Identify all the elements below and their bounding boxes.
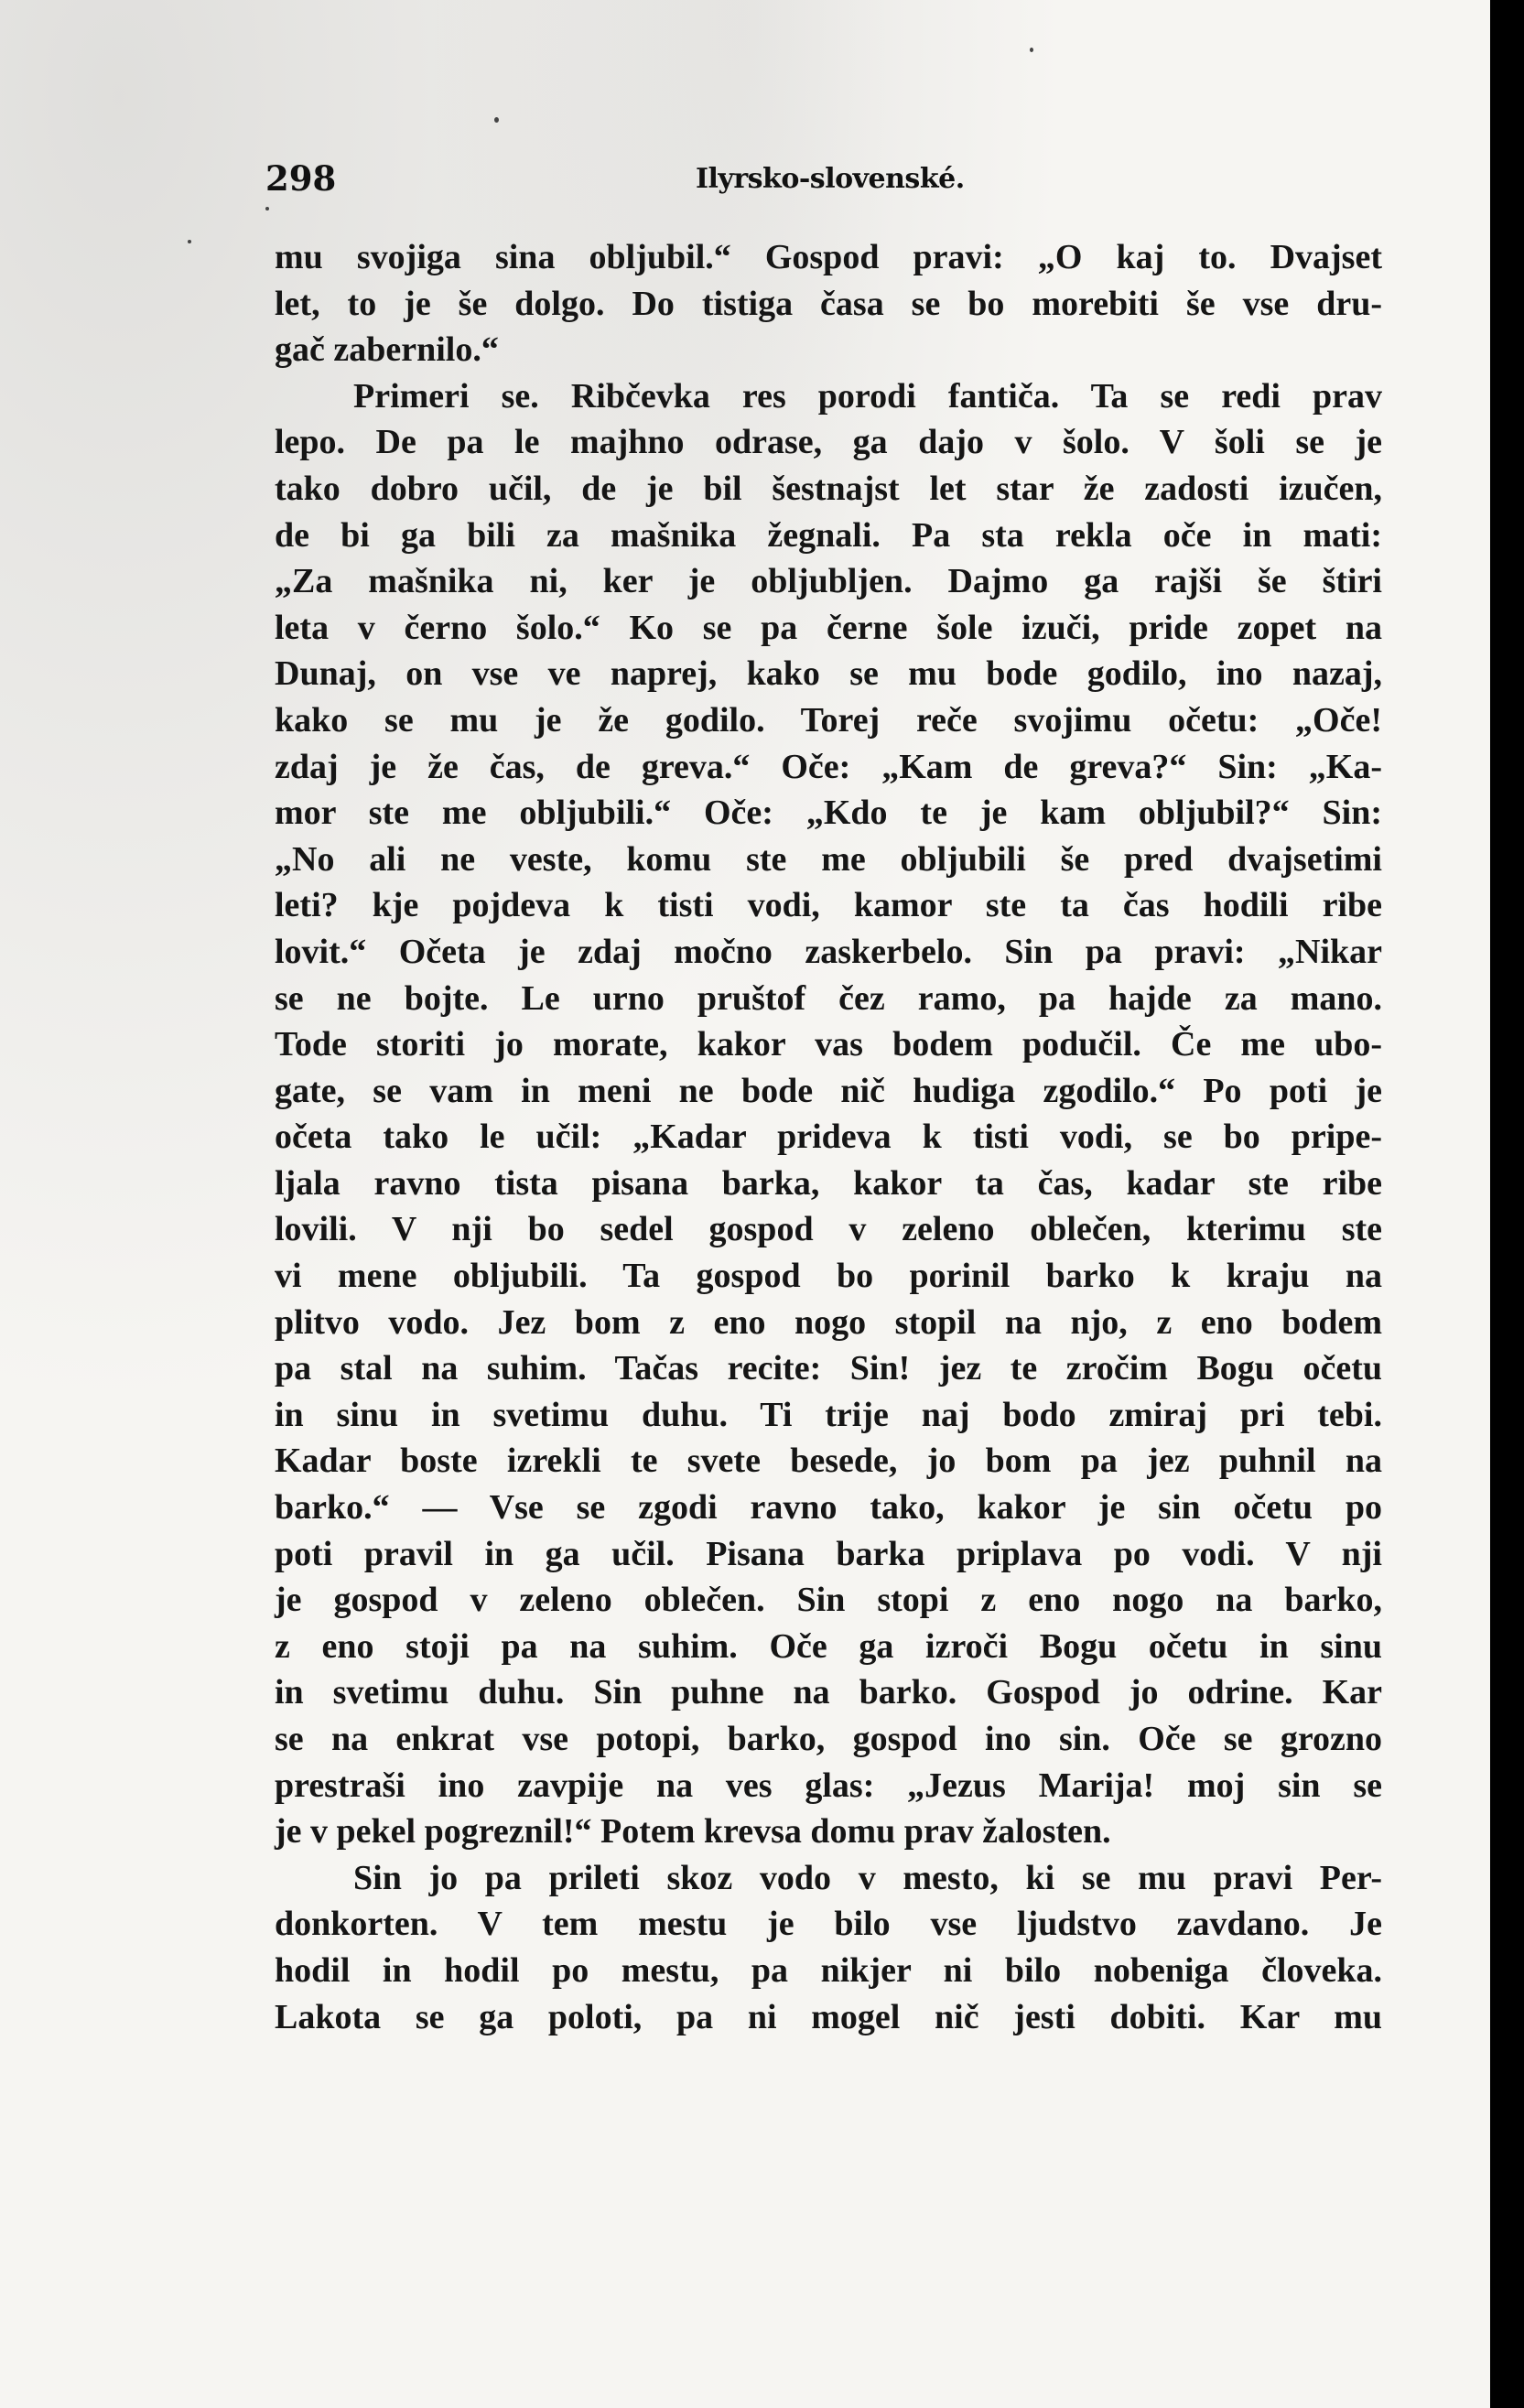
text-line: Dunaj, on vse ve naprej, kako se mu bode godilo, ino nazaj, bbox=[275, 654, 1382, 694]
text-line: vi mene obljubili. Ta gospod bo porinil barko k kraju na bbox=[275, 1257, 1382, 1296]
paper-speck bbox=[188, 240, 191, 243]
page-header bbox=[265, 156, 1391, 201]
text-line: de bi ga bili za mašnika žegnali. Pa sta rekla oče in mati: bbox=[275, 515, 1382, 555]
text-line: Sin jo pa prileti skoz vodo v mesto, ki se mu pravi Per- bbox=[353, 1858, 1382, 1897]
text-line: in sinu in svetimu duhu. Ti trije naj bodo zmiraj pri tebi. bbox=[275, 1395, 1382, 1434]
text-line: se ne bojte. Le urno pruštof čez ramo, pa hajde za mano. bbox=[275, 978, 1382, 1018]
text-line: Lakota se ga poloti, pa ni mogel nič jesti dobiti. Kar mu bbox=[275, 1997, 1382, 2036]
text-line: leta v černo šolo.“ Ko se pa černe šole izuči, pride zopet na bbox=[275, 608, 1382, 647]
paper-speck bbox=[265, 207, 269, 211]
text-line: gate, se vam in meni ne bode nič hudiga zgodilo.“ Po poti je bbox=[275, 1071, 1382, 1110]
text-line: hodil in hodil po mestu, pa nikjer ni bilo nobeniga človeka. bbox=[275, 1950, 1382, 1990]
text-line: je gospod v zeleno oblečen. Sin stopi z eno nogo na barko, bbox=[275, 1581, 1382, 1620]
text-line: mu svojiga sina obljubil.“ Gospod pravi: „O kaj to. Dvajset bbox=[275, 238, 1382, 276]
paper-speck bbox=[1030, 48, 1033, 52]
text-line: let, to je še dolgo. Do tistiga časa se bo morebiti še vse dru- bbox=[275, 284, 1382, 323]
text-line: z eno stoji pa na suhim. Oče ga izroči Bogu očetu in sinu bbox=[275, 1626, 1382, 1666]
text-line: leti? kje pojdeva k tisti vodi, kamor ste ta čas hodili ribe bbox=[275, 886, 1382, 925]
text-line: lepo. De pa le majhno odrase, ga dajo v šolo. V šoli se je bbox=[275, 423, 1382, 462]
text-line: lovit.“ Očeta je zdaj močno zaskerbelo. Sin pa pravi: „Nikar bbox=[275, 932, 1382, 971]
text-line: tako dobro učil, de je bil šestnajst let star že zadosti izučen, bbox=[275, 469, 1382, 508]
text-line: barko.“ — Vse se zgodi ravno tako, kakor je sin očetu po bbox=[275, 1488, 1382, 1528]
text-line: prestraši ino zavpije na ves glas: „Jezus Marija! moj sin se bbox=[275, 1766, 1382, 1805]
text-line: „No ali ne veste, komu ste me obljubili še pred dvajsetimi bbox=[275, 839, 1382, 879]
text-line: pa stal na suhim. Tačas recite: Sin! jez te zročim Bogu očetu bbox=[275, 1349, 1382, 1388]
text-line: lovili. V nji bo sedel gospod v zeleno oblečen, kterimu ste bbox=[275, 1210, 1382, 1249]
text-line: poti pravil in ga učil. Pisana barka priplava po vodi. V nji bbox=[275, 1534, 1382, 1573]
text-line: Kadar boste izrekli te svete besede, jo bom pa jez puhnil na bbox=[275, 1442, 1382, 1481]
page-number: 298 bbox=[265, 158, 337, 199]
text-line: gač zabernilo.“ bbox=[275, 330, 499, 370]
text-line: Primeri se. Ribčevka res porodi fantiča. Ta se redi prav bbox=[353, 376, 1382, 416]
text-line: donkorten. V tem mestu je bilo vse ljudstvo zavdano. Je bbox=[275, 1905, 1382, 1944]
text-line: se na enkrat vse potopi, barko, gospod ino sin. Oče se grozno bbox=[275, 1720, 1382, 1758]
text-line: očeta tako le učil: „Kadar prideva k tisti vodi, se bo pripe- bbox=[275, 1118, 1382, 1157]
text-line: je v pekel pogreznil!“ Potem krevsa domu prav žalosten. bbox=[275, 1812, 1111, 1852]
text-line: zdaj je že čas, de greva.“ Oče: „Kam de greva?“ Sin: „Ka- bbox=[275, 747, 1382, 786]
text-line: in svetimu duhu. Sin puhne na barko. Gospod jo odrine. Kar bbox=[275, 1673, 1382, 1712]
body-text bbox=[275, 234, 1382, 2040]
running-title: Ilyrsko-slovenské. bbox=[696, 163, 965, 195]
text-line: ljala ravno tista pisana barka, kakor ta čas, kadar ste ribe bbox=[275, 1163, 1382, 1203]
text-line: mor ste me obljubili.“ Oče: „Kdo te je kam obljubil?“ Sin: bbox=[275, 794, 1382, 833]
paper-speck bbox=[494, 117, 499, 123]
text-line: plitvo vodo. Jez bom z eno nogo stopil na njo, z eno bodem bbox=[275, 1302, 1382, 1342]
text-line: kako se mu je že godilo. Torej reče svojimu očetu: „Oče! bbox=[275, 700, 1382, 740]
text-line: Tode storiti jo morate, kakor vas bodem podučil. Če me ubo- bbox=[275, 1025, 1382, 1064]
text-line: „Za mašnika ni, ker je obljubljen. Dajmo ga rajši še štiri bbox=[275, 562, 1382, 601]
